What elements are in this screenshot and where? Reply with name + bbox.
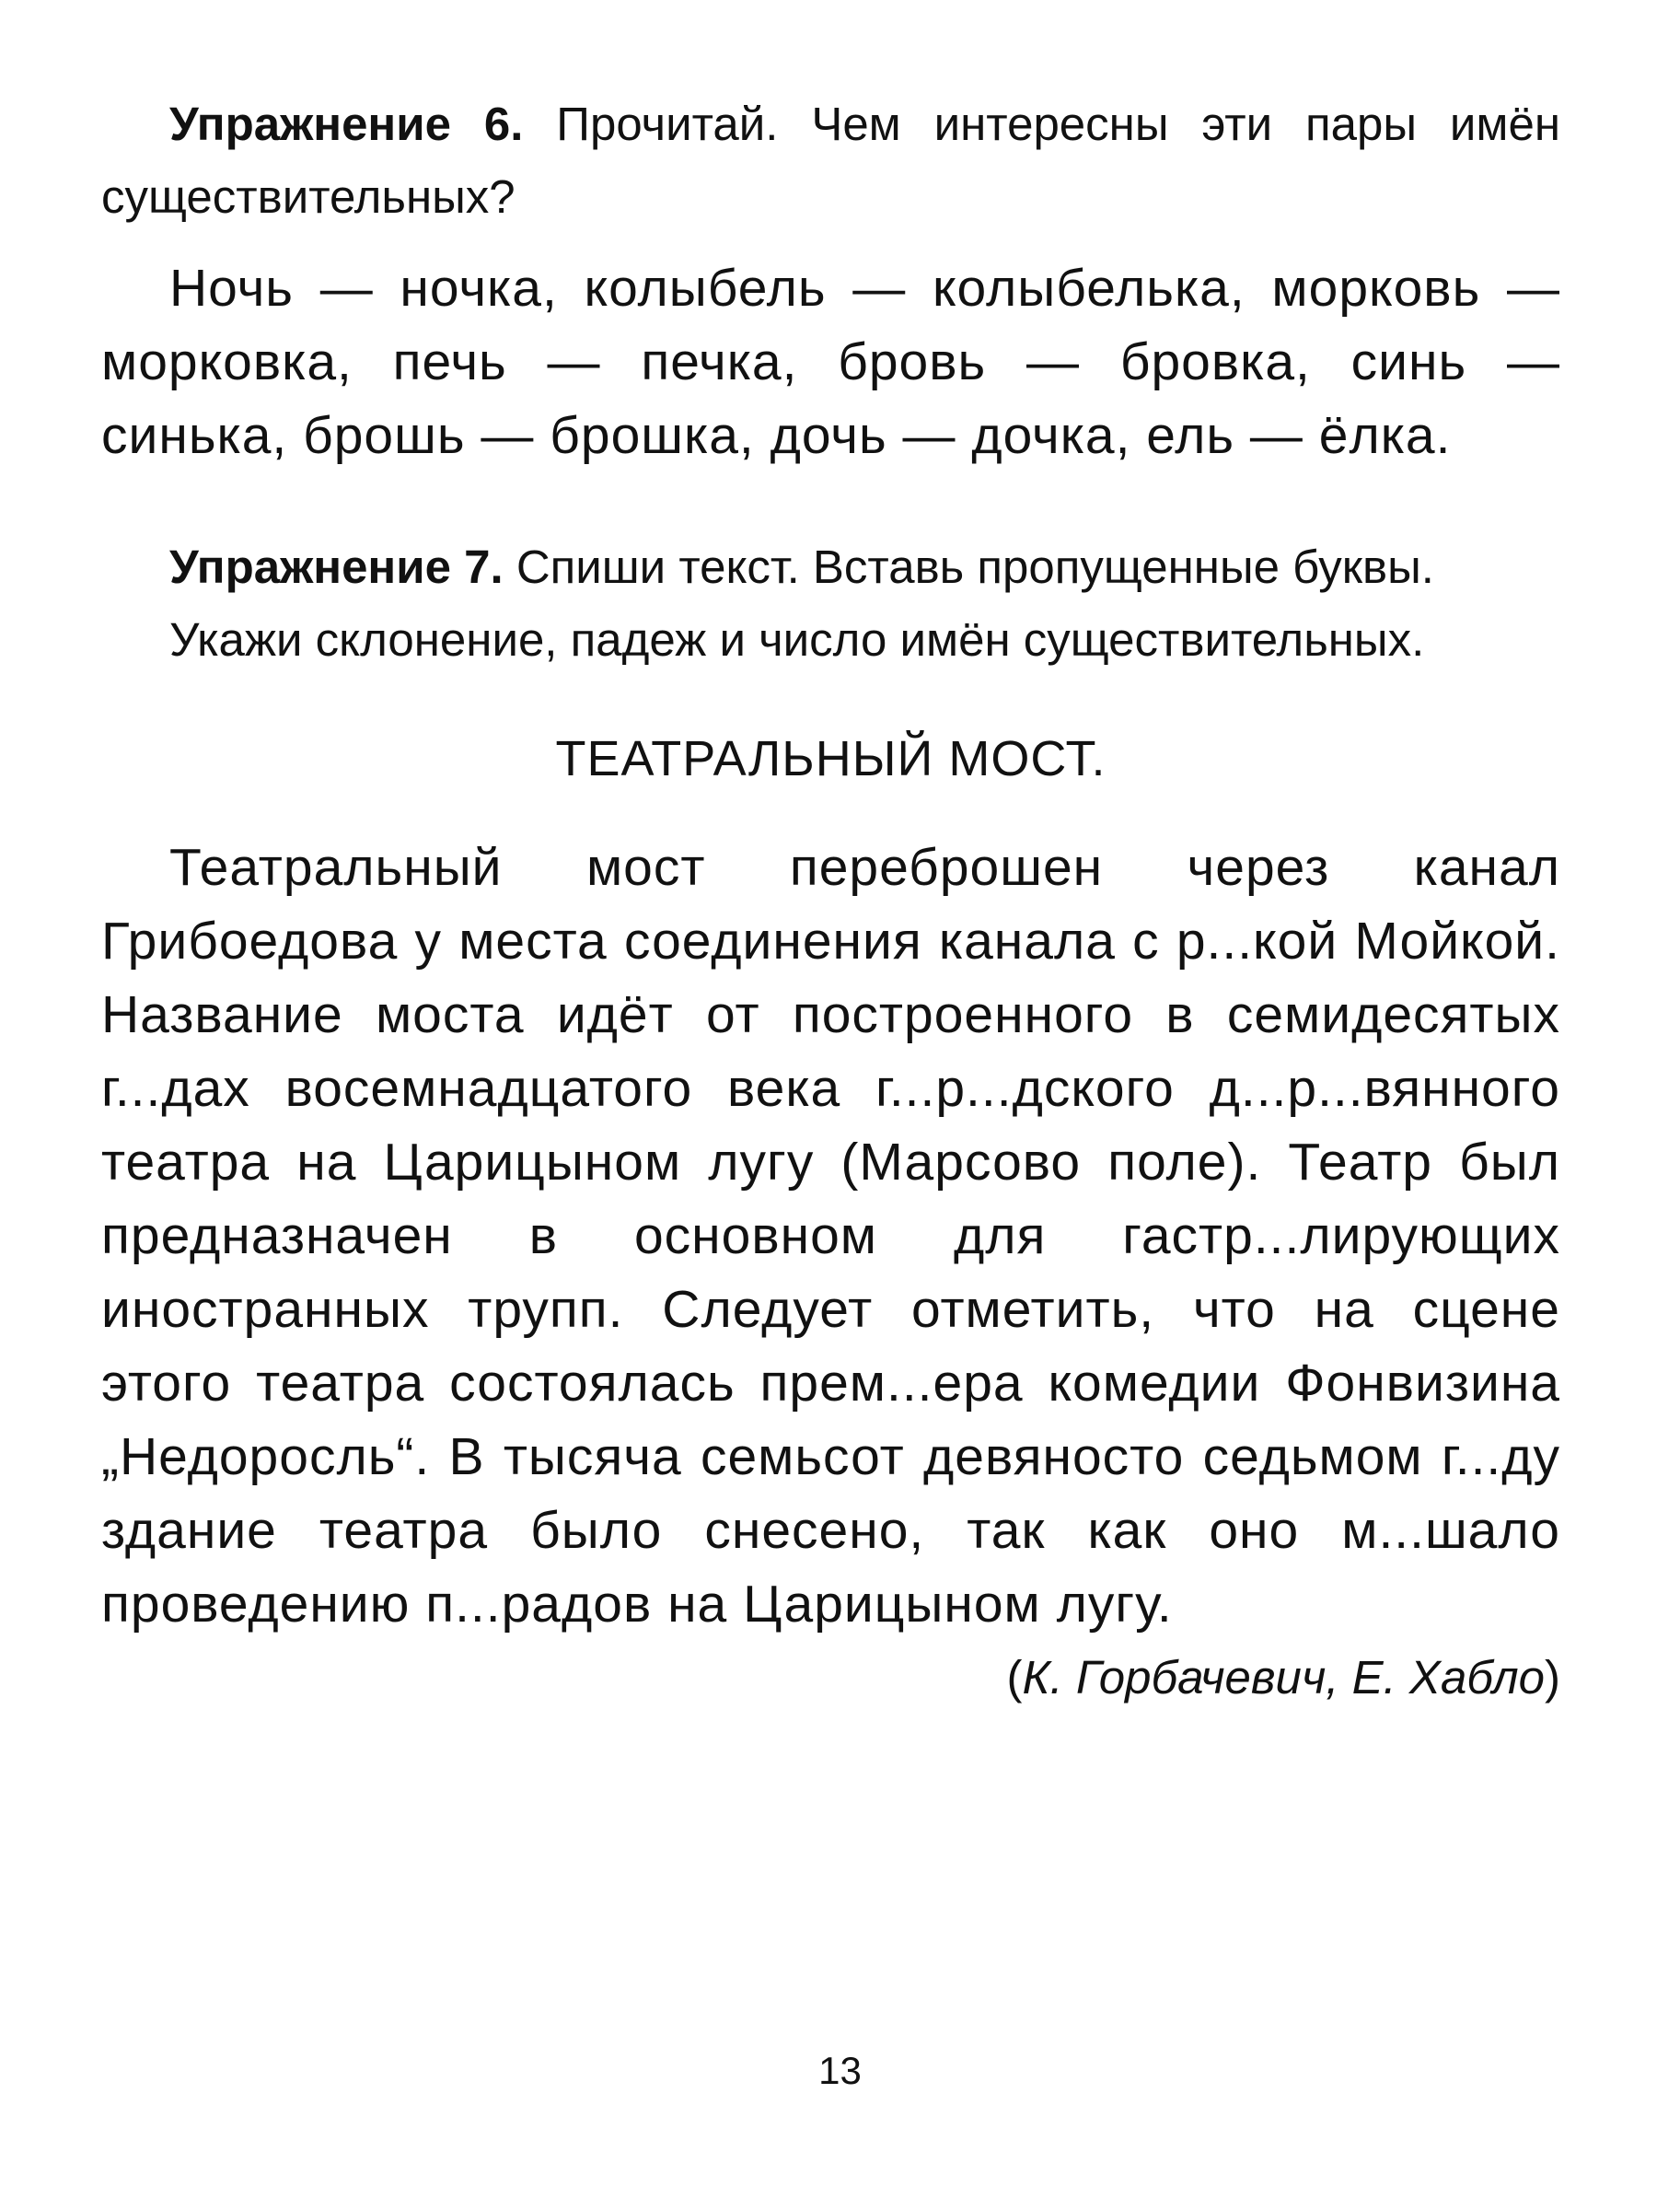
page-content (101, 87, 1560, 1715)
exercise-7-label: Упражнение 7. (169, 541, 504, 593)
exercise-7-instruction: Спиши текст. Вставь пропущенные буквы. (516, 541, 1434, 593)
text-author: (К. Горбачевич, Е. Хабло) (1006, 1651, 1560, 1704)
exercise-6-instruction: Прочитай. Чем интересны эти пары имён существительных? (101, 98, 1561, 223)
exercise-6-label: Упражнение 6. (169, 98, 524, 150)
exercise-6-heading (101, 87, 1560, 233)
exercise-6-word-pairs: Ночь — ночка, колыбель — колыбелька, морковь — морковка, печь — печка, бровь — бровка, синь — синька, брошь — брошка, дочь — дочка, ель — ёлка. (101, 259, 1560, 465)
text-title: ТЕАТРАЛЬНЫЙ МОСТ. (555, 731, 1106, 786)
page-number: 13 (818, 2049, 862, 2092)
exercise-7-heading (101, 530, 1560, 603)
exercise-7-text: Театральный мост переброшен через канал Грибоедова у места соединения канала с р...кой Мойкой. Название моста идёт от построенного в семидесятых г...дах восемнадцатого века г...р...дского д...р...вянного театра на Царицыном лугу (Марсово поле). Театр был предназначен в основном для гастр...лирующих иностранных трупп. Следует отметить, что на сцене этого театра состоялась прем...ера комедии Фонвизина „Недоросль“. В тысяча семьсот девяносто седьмом г...ду здание театра было снесено, так как оно м...шало проведению п...радов на Царицыном лугу. (101, 838, 1560, 1634)
exercise-7-instruction-2: Укажи склонение, падеж и число имён существительных. (169, 613, 1425, 666)
text-author-name: К. Горбачевич, Е. Хабло (1022, 1651, 1546, 1704)
